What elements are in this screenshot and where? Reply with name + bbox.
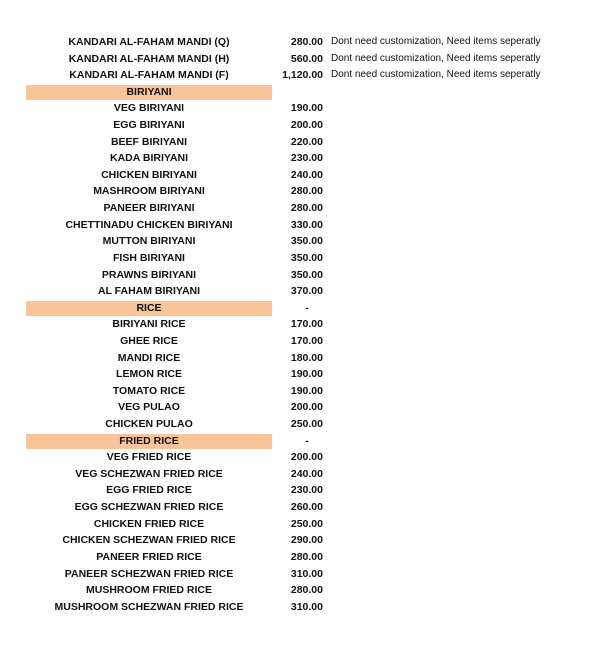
item-price: 190.00 (290, 384, 323, 397)
item-name: CHICKEN PULAO (105, 418, 193, 431)
item-price: 280.00 (290, 36, 323, 48)
item-note: Dont need customization, Need items seperatly (331, 36, 541, 47)
item-name: CHICKEN BIRIYANI (101, 168, 197, 181)
item-price: 250.00 (290, 517, 323, 530)
menu-item-row (0, 34, 610, 51)
item-name: CHETTINADU CHICKEN BIRIYANI (65, 218, 233, 231)
menu-item-row (0, 366, 610, 383)
item-price: 180.00 (290, 351, 323, 364)
item-price: 250.00 (290, 418, 323, 431)
menu-item-row (0, 67, 610, 84)
item-price: 230.00 (290, 484, 323, 497)
item-price: 1,120.00 (282, 69, 323, 82)
item-name: VEG PULAO (118, 401, 180, 414)
item-name: FISH BIRIYANI (113, 251, 185, 264)
menu-table (0, 34, 610, 615)
item-name: EGG SCHEZWAN FRIED RICE (74, 501, 224, 514)
item-price: 200.00 (290, 401, 323, 414)
item-price: 260.00 (290, 501, 323, 514)
section-header-row (0, 84, 610, 101)
item-note: Dont need customization, Need items seperatly (331, 69, 541, 81)
item-price: 560.00 (290, 52, 323, 65)
item-name: BEEF BIRIYANI (110, 135, 188, 148)
item-name: VEG BIRIYANI (113, 102, 185, 115)
item-name: KANDARI AL-FAHAM MANDI (H) (68, 52, 230, 65)
item-price: 190.00 (290, 102, 323, 115)
item-price: 350.00 (290, 268, 323, 281)
section-title: RICE (26, 301, 272, 316)
item-name: MANDI RICE (117, 351, 181, 364)
menu-item-row (0, 532, 610, 549)
item-name: CHICKEN SCHEZWAN FRIED RICE (62, 534, 236, 547)
item-price: 190.00 (290, 368, 323, 381)
menu-item-row (0, 482, 610, 499)
section-title: FRIED RICE (26, 434, 272, 449)
menu-item-row (0, 466, 610, 483)
menu-item-row (0, 350, 610, 367)
menu-item-row (0, 283, 610, 300)
menu-item-row (0, 516, 610, 533)
item-price: 170.00 (290, 334, 323, 347)
item-price: 280.00 (290, 185, 323, 198)
section-header-row (0, 300, 610, 317)
item-name: KANDARI AL-FAHAM MANDI (F) (69, 69, 229, 82)
menu-item-row (0, 100, 610, 117)
menu-item-row (0, 449, 610, 466)
section-header-row (0, 433, 610, 450)
menu-item-row (0, 599, 610, 616)
menu-item-row (0, 217, 610, 234)
item-price: 310.00 (290, 567, 323, 580)
menu-item-row (0, 582, 610, 599)
item-name: EGG BIRIYANI (113, 119, 185, 132)
item-price: 280.00 (290, 584, 323, 597)
item-name: LEMON RICE (116, 368, 182, 381)
item-name: PANEER FRIED RICE (96, 550, 202, 563)
menu-item-row (0, 183, 610, 200)
item-price: - (305, 434, 309, 447)
item-name: MUTTON BIRIYANI (102, 235, 196, 248)
item-price: 220.00 (290, 135, 323, 148)
menu-item-row (0, 499, 610, 516)
menu-item-row (0, 250, 610, 267)
menu-item-row (0, 416, 610, 433)
item-price: 230.00 (290, 152, 323, 165)
item-price: 280.00 (290, 550, 323, 563)
menu-item-row (0, 316, 610, 333)
menu-item-row (0, 566, 610, 583)
item-price: - (305, 301, 309, 314)
item-price: 240.00 (290, 467, 323, 480)
section-title: BIRIYANI (26, 85, 272, 100)
item-name: EGG FRIED RICE (106, 484, 192, 497)
item-name: VEG FRIED RICE (106, 451, 192, 464)
item-name: MUSHROOM SCHEZWAN FRIED RICE (54, 600, 244, 613)
item-name: PRAWNS BIRIYANI (101, 268, 197, 281)
menu-item-row (0, 134, 610, 151)
item-name: KADA BIRIYANI (110, 152, 188, 165)
menu-item-row (0, 267, 610, 284)
item-price: 290.00 (290, 534, 323, 547)
item-note: Dont need customization, Need items seperatly (331, 52, 541, 64)
menu-item-row (0, 167, 610, 184)
menu-item-row (0, 51, 610, 68)
item-name: CHICKEN FRIED RICE (93, 517, 205, 530)
menu-item-row (0, 200, 610, 217)
item-name: VEG SCHEZWAN FRIED RICE (75, 467, 223, 480)
item-name: MASHROOM BIRIYANI (93, 185, 205, 198)
menu-item-row (0, 383, 610, 400)
item-name: MUSHROOM FRIED RICE (86, 584, 212, 597)
menu-item-row (0, 117, 610, 134)
item-price: 200.00 (290, 119, 323, 132)
item-name: AL FAHAM BIRIYANI (97, 285, 201, 298)
menu-item-row (0, 233, 610, 250)
item-price: 330.00 (290, 218, 323, 231)
item-price: 350.00 (290, 235, 323, 248)
item-name: BIRIYANI RICE (112, 318, 186, 331)
menu-item-row (0, 399, 610, 416)
item-name: GHEE RICE (120, 334, 178, 347)
item-name: TOMATO RICE (112, 384, 186, 397)
item-name: PANEER BIRIYANI (103, 202, 195, 215)
item-price: 280.00 (290, 202, 323, 215)
item-price: 370.00 (290, 285, 323, 298)
menu-item-row (0, 333, 610, 350)
item-name: PANEER SCHEZWAN FRIED RICE (64, 567, 234, 580)
item-price: 310.00 (290, 600, 323, 613)
menu-item-row (0, 549, 610, 566)
item-price: 240.00 (290, 168, 323, 181)
item-price: 350.00 (290, 251, 323, 264)
item-name: KANDARI AL-FAHAM MANDI (Q) (68, 36, 230, 48)
item-price: 200.00 (290, 451, 323, 464)
menu-item-row (0, 150, 610, 167)
item-price: 170.00 (290, 318, 323, 331)
